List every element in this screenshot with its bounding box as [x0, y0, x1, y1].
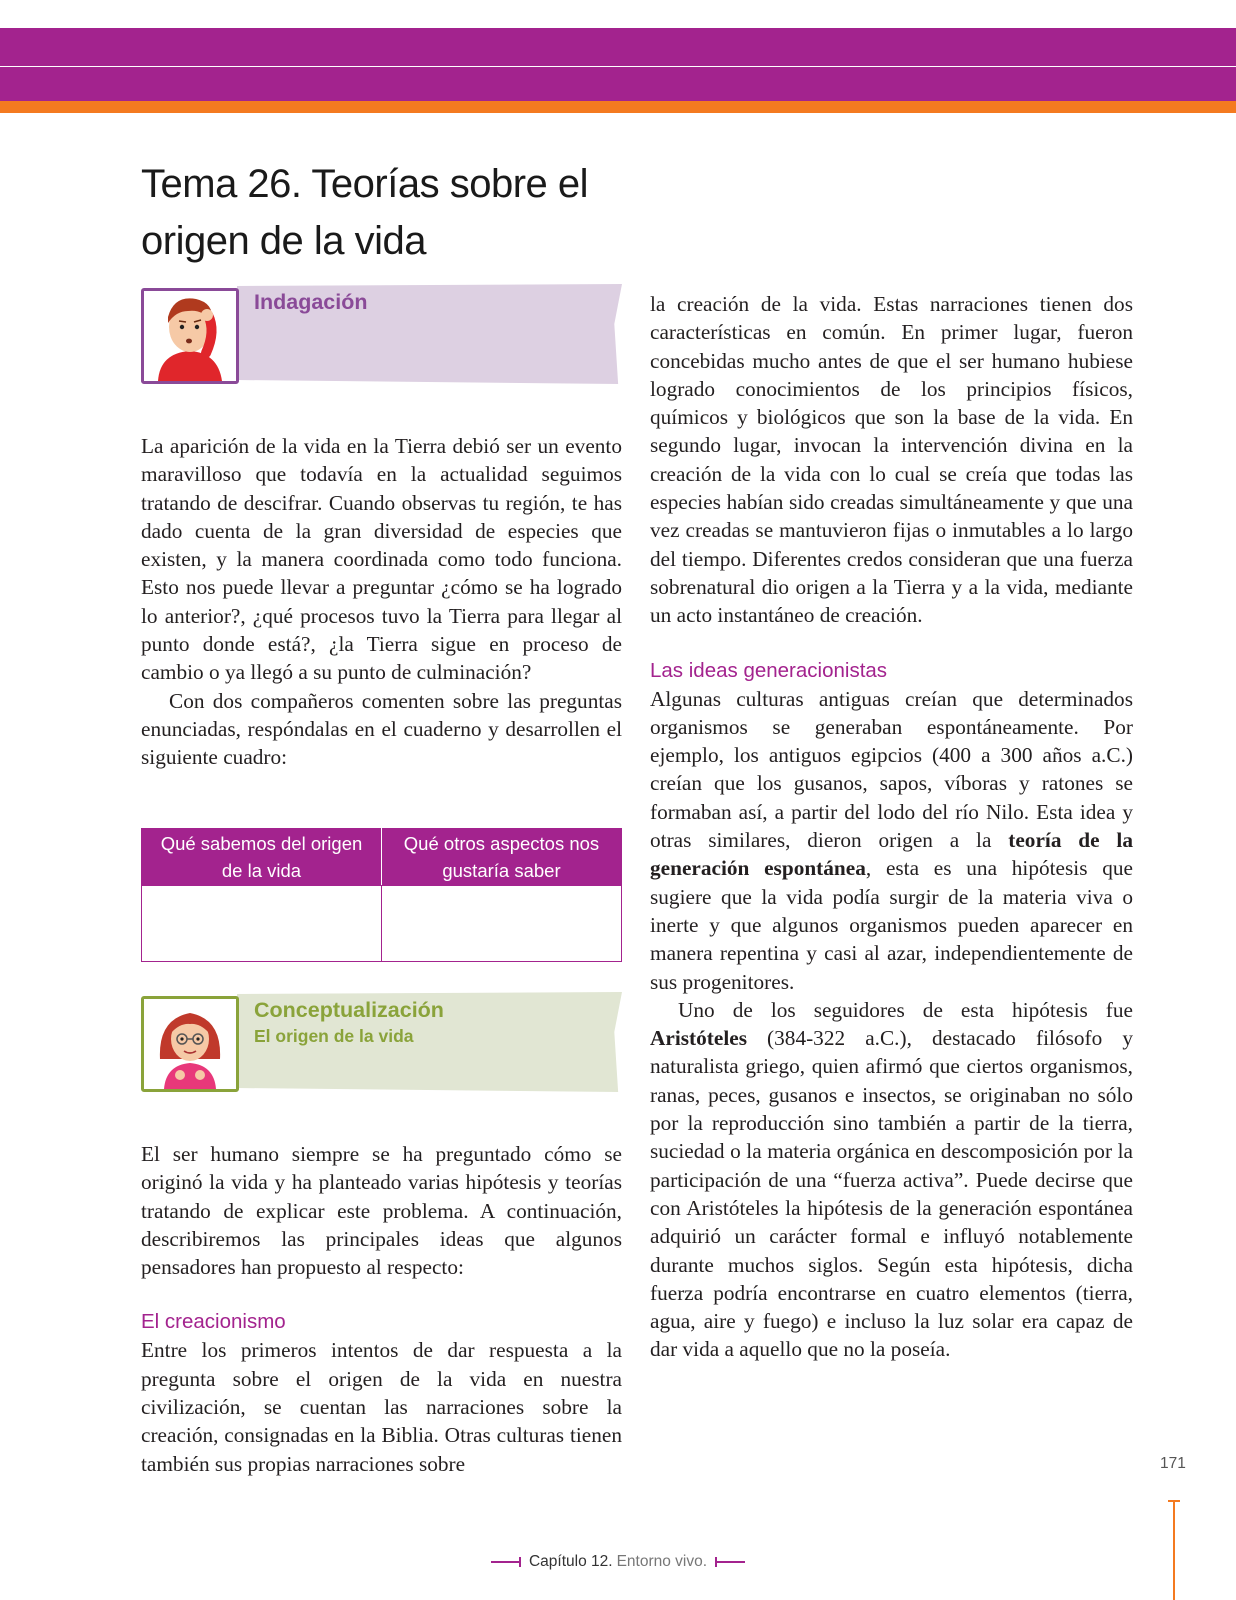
footer-bar-right [715, 1561, 745, 1563]
page-footer [0, 1553, 1236, 1571]
indagacion-label: Indagación [254, 290, 368, 314]
table-header-row [142, 829, 622, 886]
indagacion-banner [141, 280, 622, 390]
page-number: 171 [1160, 1455, 1186, 1472]
aristoteles-text-b: (384-322 a.C.), destacado filósofo y naturalista griego, quien afirmó que ciertos organismos, ranas, peces, gusanos e insectos, se originaban no sólo por la reproducción sino también a partir de la tierra, suciedad o la materia orgánica en descomposición por la participación de una “fuerza activa”. Puede decirse que con Aristóteles la hipótesis de la generación espontánea adquirió un carácter formal e influyó notablemente durante muchos siglos. Según esta hipótesis, dicha fuerza podría encontrarse en cuatro elementos (tierra, agua, aire y fuego) e incluso la luz solar era capaz de dar vida a aquello que no la poseía. [650, 1026, 1133, 1362]
generacionistas-text-b: , esta es una hipótesis que sugiere que la vida podía surgir de la materia viva o inerte y que algunos organismos pueden aparecer en manera repentina y casi al azar, independientemente de sus progenitores. [650, 856, 1133, 994]
creacionismo-heading: El creacionismo [141, 1310, 286, 1334]
table-header-col-1: Qué sabemos del origen de la vida [142, 829, 382, 886]
header-band-top [0, 28, 1236, 66]
conceptualizacion-label: Conceptualización [254, 998, 444, 1022]
left-column-intro [141, 432, 622, 772]
generacionistas-paragraph [650, 685, 1133, 996]
conceptualizacion-banner [141, 988, 622, 1098]
generacion-espontanea-term: teoría de la generación espontánea [650, 828, 1133, 881]
intro-paragraph: La aparición de la vida en la Tierra debió ser un evento maravilloso que todavía en la actualidad seguimos tratando de descifrar. Cuando observas tu región, te has dado cuenta de la gran diversidad de especies que existen, y la manera coordinada como todo funciona. Esto nos puede llevar a preguntar ¿cómo se ha logrado lo anterior?, ¿qué procesos tuvo la Tierra para llegar al punto donde está?, ¿la Tierra sigue en proceso de cambio o ya llegó a su punto de culminación? [141, 434, 622, 685]
generacionistas-text-a: Algunas culturas antiguas creían que determinados organismos se generaban espontáneamente. Por ejemplo, los antiguos egipcios (400 a 300 años a.C.) creían que los gusanos, sapos, víboras y ratones se formaban así, a partir del lodo del río Nilo. Esta idea y otras similares, dieron origen a la [650, 686, 1133, 853]
title-line-1: Tema 26. Teorías sobre el [141, 162, 589, 206]
girl-glasses-icon [141, 996, 239, 1092]
footer-chapter-name: Entorno vivo. [616, 1553, 708, 1570]
page-title [141, 156, 661, 270]
right-column [650, 290, 1133, 1364]
creacionismo-paragraph: Entre los primeros intentos de dar respuesta a la pregunta sobre el origen de la vida en nuestra civilización, se cuentan las narraciones sobre la creación, consignadas en la Biblia. Otras culturas tienen también sus propias narraciones sobre [141, 1338, 622, 1476]
header-band-middle [0, 67, 1236, 101]
instruction-paragraph: Con dos compañeros comenten sobre las preguntas enunciadas, respóndalas en el cuaderno y desarrollen el siguiente cuadro: [141, 688, 622, 770]
creacionismo-continued-paragraph: la creación de la vida. Estas narraciones tienen dos características en común. En primer lugar, fueron concebidas mucho antes de que el ser humano hubiese logrado conocimientos de los principios físicos, químicos y biológicos que son la base de la vida. En segundo lugar, invocan la intervención divina en la creación de la vida con lo cual se creía que todas las especies habían sido creadas simultáneamente y que una vez creadas se mantuvieron fijas o inmutables a lo largo del tiempo. Diferentes credos consideran que una fuerza sobrenatural dio origen a la Tierra y a la vida, mediante un acto instantáneo de creación. [650, 292, 1133, 628]
table-row [142, 886, 622, 962]
concept-intro-paragraph: El ser humano siempre se ha preguntado cómo se originó la vida y ha planteado varias hipótesis y teorías tratando de explicar este problema. A continuación, describiremos las principales ideas que algunos pensadores han propuesto al respecto: [141, 1142, 622, 1280]
aristoteles-text-a: Uno de los seguidores de esta hipótesis fue [678, 997, 1133, 1022]
table-header-col-2: Qué otros aspectos nos gustaría saber [382, 829, 622, 886]
header-accent-stripe [0, 101, 1236, 113]
title-line-2: origen de la vida [141, 219, 427, 263]
left-column-concept [141, 1140, 622, 1478]
aristoteles-term: Aristóteles [650, 1026, 747, 1051]
generacionistas-heading: Las ideas generacionistas [650, 658, 888, 682]
footer-bar-left [491, 1561, 521, 1563]
activity-table [141, 828, 622, 962]
boy-thinking-icon [141, 288, 239, 384]
conceptualizacion-sublabel: El origen de la vida [254, 1026, 414, 1046]
margin-rule [1173, 1500, 1175, 1600]
aristoteles-paragraph [650, 996, 1133, 1364]
table-cell-2[interactable] [382, 886, 622, 962]
footer-chapter: Capítulo 12. [528, 1553, 613, 1570]
table-cell-1[interactable] [142, 886, 382, 962]
